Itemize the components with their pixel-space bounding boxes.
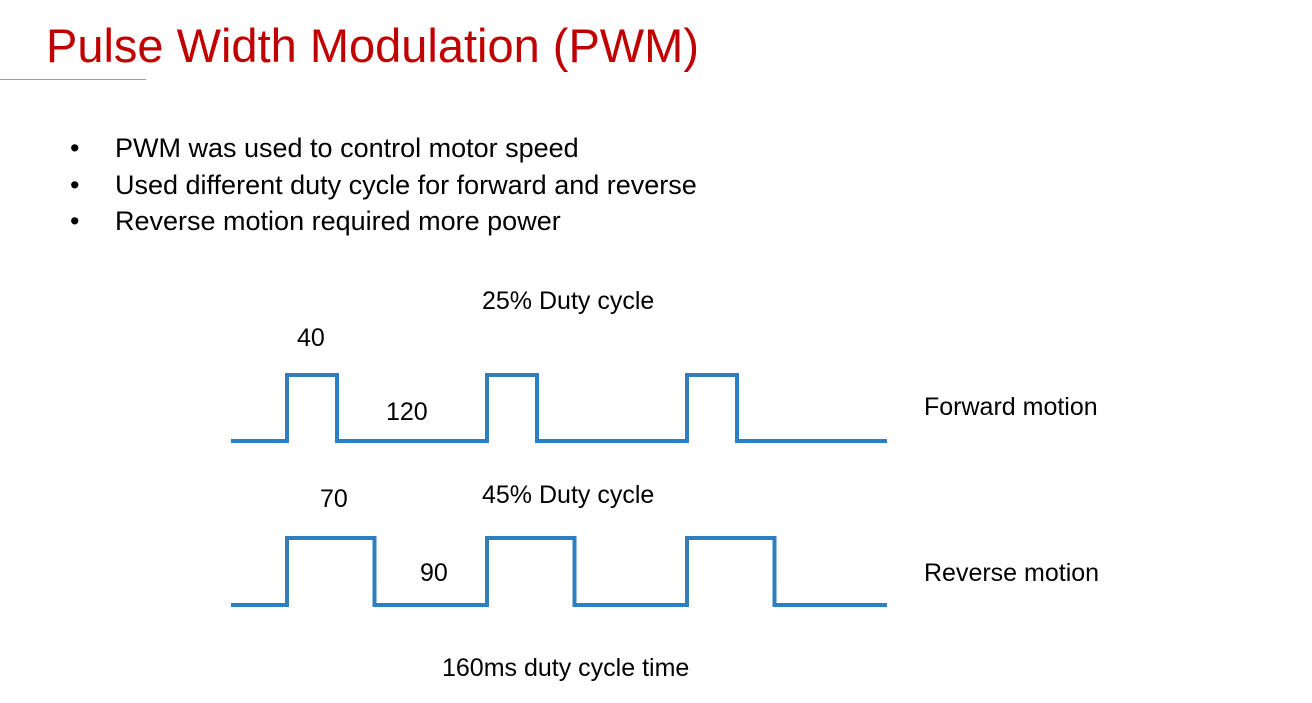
reverse-on-time-label: 70 [320,485,348,513]
duty-cycle-time-label: 160ms duty cycle time [442,654,690,682]
reverse-duty-cycle-label: 45% Duty cycle [482,481,655,509]
bullet-marker: • [70,206,80,236]
bullet-text: Reverse motion required more power [115,206,561,236]
bullet-marker: • [70,169,80,200]
bullet-marker: • [70,133,80,163]
forward-on-time-label: 40 [297,324,325,352]
forward-motion-label: Forward motion [924,393,1098,421]
forward-duty-cycle-label: 25% Duty cycle [482,287,655,315]
reverse-pwm-waveform [231,538,887,605]
reverse-off-time-label: 90 [420,559,448,587]
reverse-motion-label: Reverse motion [924,559,1100,587]
forward-pwm-waveform [231,375,887,441]
bullet-text: PWM was used to control motor speed [115,133,579,163]
bullet-text: Used different duty cycle for forward and reverse [115,169,697,200]
page-title: Pulse Width Modulation (PWM) [46,19,699,72]
forward-off-time-label: 120 [386,398,428,426]
